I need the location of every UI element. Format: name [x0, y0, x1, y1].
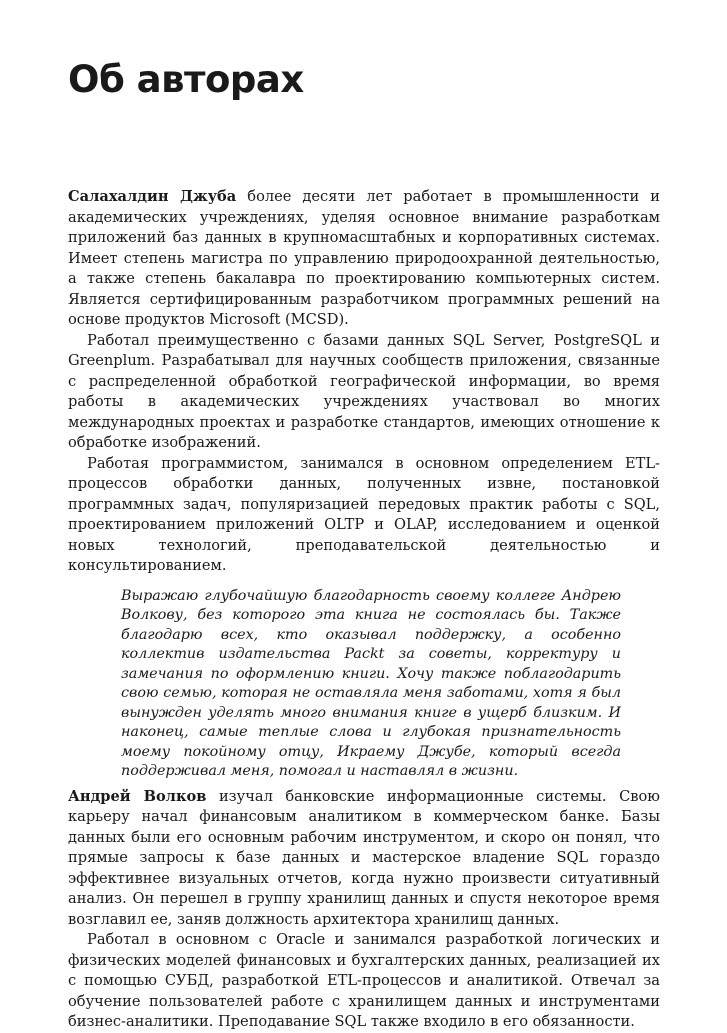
page-title: Об авторах [68, 58, 304, 101]
acknowledgement-quote: Выражаю глубочайшую благодарность своему коллеге Андрею Волкову, без которого эта книга не состоялась бы. Также благодарю всех, кто оказывал поддержку, а особенно коллектив издательства Packt за советы, корректуру и замечания по оформлению книги. Хочу также поблагодарить свою семью, которая не оставляла меня заботами, хотя я был вынужден уделять много внимания книге в ущерб близким. И наконец, самые теплые слова и глубокая признательность моему покойному отцу, Икраему Джубе, который всегда поддерживал меня, помогал и наставлял в жизни. [121, 587, 621, 779]
author2-paragraph-2: Работал в основном с Oracle и занимался разработкой логических и физических моделей финансовых и бухгалтерских данных, реализацией их с помощью СУБД, разработкой ETL-процессов и аналитикой. Отвечал за обучение пользователей работе с хранилищем данных и инструментами бизнес-аналитики. Преподавание SQL также входило в его обязанности. [68, 931, 660, 1030]
author2-name: Андрей Волков [68, 787, 207, 805]
body-text [68, 187, 660, 1033]
author2-paragraph-1 [68, 787, 660, 931]
author1-paragraph-3: Работая программистом, занимался в основном определением ETL-процессов обработки данных, полученных извне, постановкой программных задач, популяризацией передовых практик работы с SQL, проектированием приложений OLTP и OLAP, исследованием и оценкой новых технологий, преподавательской деятельностью и консультированием. [68, 454, 660, 574]
author1-paragraph-1-text: более десяти лет работает в промышленности и академических учреждениях, уделяя основное внимание разработкам приложений баз данных в крупномасштабных и корпоративных системах. Имеет степень магистра по управлению природоохранной деятельностью, а также степень бакалавра по проектированию компьютерных систем. Является сертифицированным разработчиком программных решений на основе продуктов Microsoft (MCSD). [68, 188, 660, 328]
author1-paragraph-2: Работал преимущественно с базами данных SQL Server, PostgreSQL и Greenplum. Разрабатывал для научных сообществ приложения, связанные с распределенной обработкой географической информации, во время работы в академических учреждениях участвовал во многих международных проектах и разработке стандартов, имеющих отношение к обработке изображений. [68, 331, 660, 451]
author1-name: Салахалдин Джуба [68, 188, 237, 205]
author2-paragraph-1-text: изучал банковские информационные системы. Свою карьеру начал финансовым аналитиком в коммерческом банке. Базы данных были его основным рабочим инструментом, и скоро он понял, что прямые запросы к базе данных и мастерское владение SQL гораздо эффективнее визуальных отчетов, когда нужно произвести ситуативный анализ. Он перешел в группу хранилищ данных и спустя некоторое время возглавил ее, заняв должность архитектора хранилищ данных. [68, 787, 660, 928]
author1-paragraph-1 [68, 187, 660, 331]
